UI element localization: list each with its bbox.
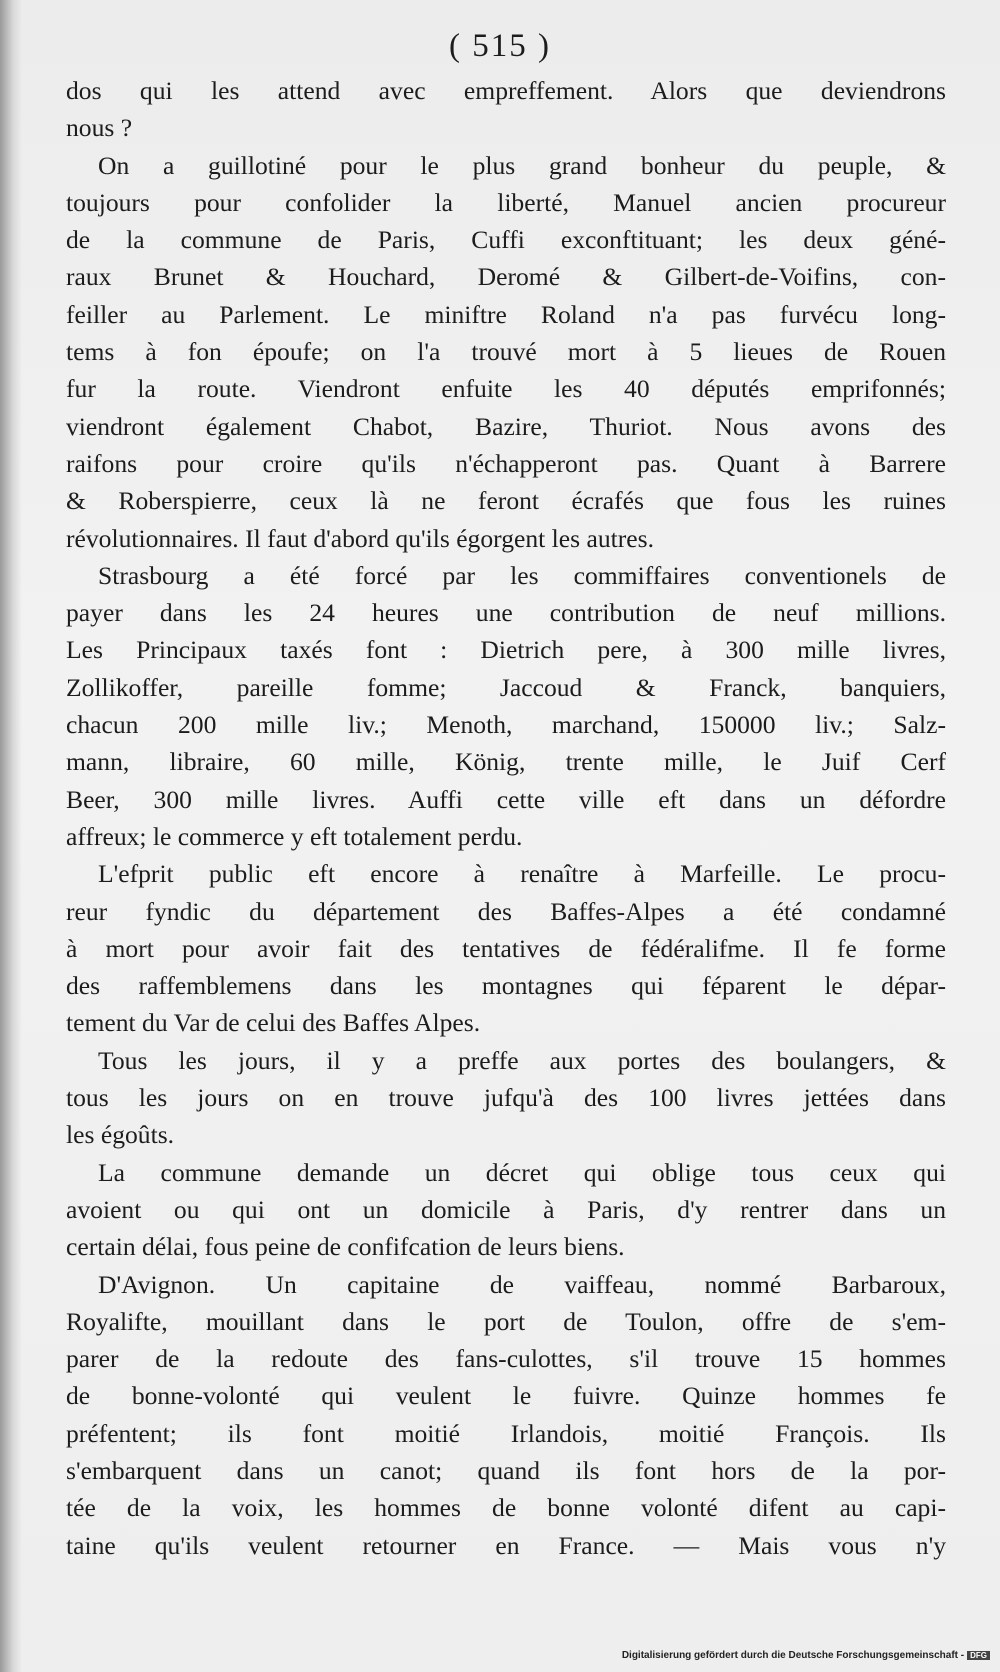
text-line: de bonne-volonté qui veulent le fuivre. Quinze hommes fe — [66, 1381, 946, 1411]
text-line: feiller au Parlement. Le miniftre Roland n'a pas furvécu long- — [66, 299, 946, 329]
text-line: Tous les jours, il y a preffe aux portes des boulangers, & — [98, 1045, 946, 1075]
text-line: dos qui les attend avec empreffement. Alors que deviendrons — [66, 76, 946, 105]
page-edge-shadow — [0, 0, 22, 1672]
text-line: D'Avignon. Un capitaine de vaiffeau, nommé Barbaroux, — [98, 1269, 946, 1299]
text-line: à mort pour avoir fait des tentatives de fédéralifme. Il fe forme — [66, 933, 946, 963]
text-line: certain délai, fous peine de confifcation de leurs biens. — [66, 1232, 625, 1262]
text-line: mann, libraire, 60 mille, König, trente mille, le Juif Cerf — [66, 747, 946, 777]
text-line: viendront également Chabot, Bazire, Thuriot. Nous avons des — [66, 411, 946, 441]
text-line: Royalifte, mouillant dans le port de Toulon, offre de s'em- — [66, 1306, 946, 1336]
text-line: des raffemblemens dans les montagnes qui féparent le dépar- — [66, 971, 946, 1001]
text-line: tems à fon époufe; on l'a trouvé mort à 5 lieues de Rouen — [66, 337, 946, 367]
text-line: révolutionnaires. Il faut d'abord qu'ils égorgent les autres. — [66, 523, 655, 553]
body-text — [66, 72, 946, 1564]
text-line: toujours pour confolider la liberté, Manuel ancien procureur — [66, 187, 946, 217]
dfg-badge: DFG — [967, 1651, 990, 1660]
text-line: les égoûts. — [66, 1120, 175, 1150]
text-line: On a guillotiné pour le plus grand bonheur du peuple, & — [98, 150, 946, 180]
text-line: s'embarquent dans un canot; quand ils font hors de la por- — [66, 1455, 946, 1485]
text-line: chacun 200 mille liv.; Menoth, marchand, 150000 liv.; Salz- — [66, 710, 946, 740]
text-line: parer de la redoute des fans-culottes, s'il trouve 15 hommes — [66, 1344, 946, 1374]
page-number: ( 515 ) — [449, 28, 551, 64]
text-line: fur la route. Viendront enfuite les 40 députés emprifonnés; — [66, 374, 946, 404]
text-line: Zollikoffer, pareille fomme; Jaccoud & Franck, banquiers, — [66, 672, 946, 702]
text-line: payer dans les 24 heures une contribution de neuf millions. — [66, 598, 946, 628]
text-line: L'efprit public eft encore à renaître à Marfeille. Le procu- — [98, 859, 946, 889]
text-line: & Roberspierre, ceux là ne feront écrafés que fous les ruines — [66, 486, 946, 516]
text-line: tée de la voix, les hommes de bonne volonté difent au capi- — [66, 1493, 946, 1523]
text-line: tement du Var de celui des Baffes Alpes. — [66, 1008, 481, 1038]
text-line: reur fyndic du département des Baffes-Alpes a été condamné — [66, 896, 946, 926]
credit-text: Digitalisierung gefördert durch die Deutsche Forschungsgemeinschaft - — [621, 1650, 965, 1661]
text-line: raifons pour croire qu'ils n'échapperont pas. Quant à Barrere — [66, 448, 946, 478]
text-line: tous les jours on en trouve jufqu'à des 100 livres jettées dans — [66, 1083, 946, 1113]
text-line: de la commune de Paris, Cuffi exconftituant; les deux géné- — [66, 225, 946, 255]
text-line: taine qu'ils veulent retourner en France. — Mais vous n'y — [66, 1530, 946, 1560]
text-line: affreux; le commerce y eft totalement perdu. — [66, 821, 523, 851]
text-line: avoient ou qui ont un domicile à Paris, d'y rentrer dans un — [66, 1194, 946, 1224]
text-line: nous ? — [66, 113, 133, 143]
text-line: Beer, 300 mille livres. Auffi cette ville eft dans un défordre — [66, 784, 946, 814]
text-line: Strasbourg a été forcé par les commiffaires conventionels de — [98, 560, 946, 590]
text-line: préfentent; ils font moitié Irlandois, moitié François. Ils — [66, 1418, 946, 1448]
text-line: La commune demande un décret qui oblige tous ceux qui — [98, 1157, 946, 1187]
text-line: Les Principaux taxés font : Dietrich pere, à 300 mille livres, — [66, 635, 946, 665]
text-line: raux Brunet & Houchard, Deromé & Gilbert-de-Voifins, con- — [66, 262, 946, 292]
digitization-credit — [622, 1650, 990, 1661]
